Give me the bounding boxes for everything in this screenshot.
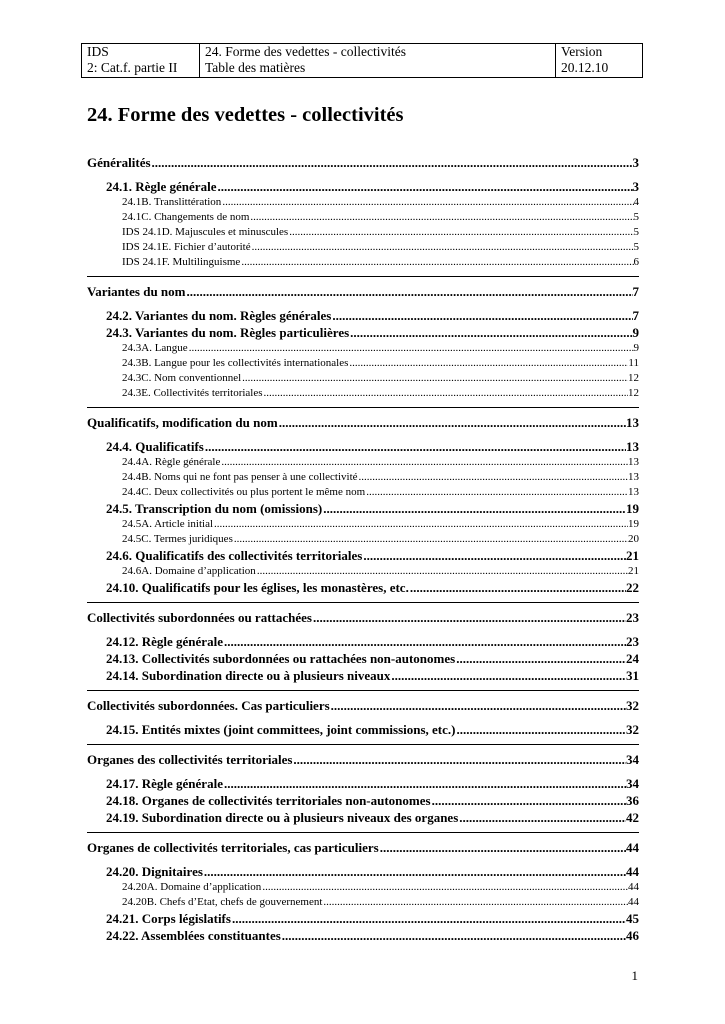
toc-entry-label: IDS 24.1E. Fichier d’autorité bbox=[122, 241, 251, 253]
toc-entry-level3[interactable] bbox=[122, 255, 639, 270]
toc-entry-page: 34 bbox=[626, 776, 639, 791]
toc-entry-label: Variantes du nom bbox=[87, 284, 186, 299]
toc-entry-level1[interactable] bbox=[87, 407, 639, 431]
toc-entry-page: 20 bbox=[628, 533, 639, 545]
table-of-contents bbox=[87, 150, 639, 944]
toc-entry-level3[interactable] bbox=[122, 210, 639, 225]
toc-entry-page: 11 bbox=[628, 357, 639, 369]
toc-entry-page: 21 bbox=[626, 548, 639, 563]
dot-leader bbox=[349, 324, 632, 341]
toc-entry-level1[interactable] bbox=[87, 832, 639, 856]
toc-entry-label: 24.10. Qualificatifs pour les églises, les monastères, etc. bbox=[106, 580, 409, 595]
toc-entry-label: 24.3C. Nom conventionnel bbox=[122, 372, 242, 384]
page-number: 1 bbox=[631, 968, 638, 983]
dot-leader bbox=[331, 307, 632, 324]
toc-entry-level2[interactable] bbox=[106, 809, 639, 826]
header-part: 2: Cat.f. partie II bbox=[87, 60, 178, 75]
dot-leader bbox=[312, 609, 626, 626]
dot-leader bbox=[233, 532, 628, 547]
toc-entry-label: 24.1B. Translittération bbox=[122, 196, 222, 208]
toc-entry-page: 32 bbox=[626, 722, 639, 737]
toc-entry-page: 4 bbox=[633, 196, 639, 208]
dot-leader bbox=[390, 667, 626, 684]
header-version-date: 20.12.10 bbox=[561, 60, 609, 75]
toc-entry-label: Organes des collectivités territoriales bbox=[87, 752, 293, 767]
toc-entry-level3[interactable] bbox=[122, 195, 639, 210]
toc-entry-label: Qualificatifs, modification du nom bbox=[87, 415, 278, 430]
toc-entry-label: 24.4C. Deux collectivités ou plus portent le même nom bbox=[122, 486, 366, 498]
header-table bbox=[81, 43, 643, 78]
toc-entry-label: 24.5A. Article initial bbox=[122, 518, 214, 530]
dot-leader bbox=[379, 839, 626, 856]
toc-entry-level3[interactable] bbox=[122, 371, 639, 386]
dot-leader bbox=[151, 154, 633, 171]
toc-entry-page: 7 bbox=[632, 284, 639, 299]
dot-leader bbox=[251, 240, 634, 255]
header-version-label: Version bbox=[561, 44, 603, 59]
dot-leader bbox=[409, 579, 626, 596]
toc-entry-page: 42 bbox=[626, 810, 639, 825]
toc-entry-label: Généralités bbox=[87, 155, 151, 170]
toc-entry-label: Collectivités subordonnées. Cas particuliers bbox=[87, 698, 330, 713]
toc-entry-level3[interactable] bbox=[122, 341, 639, 356]
toc-entry-level1[interactable] bbox=[87, 744, 639, 768]
toc-entry-level2[interactable] bbox=[106, 324, 639, 341]
toc-entry-level3[interactable] bbox=[122, 532, 639, 547]
dot-leader bbox=[261, 880, 628, 895]
toc-entry-label: 24.13. Collectivités subordonnées ou rattachées non-autonomes bbox=[106, 651, 456, 666]
toc-entry-label: 24.2. Variantes du nom. Règles générales bbox=[106, 308, 332, 323]
document-title: 24. Forme des vedettes - collectivités bbox=[87, 104, 404, 126]
toc-entry-page: 13 bbox=[626, 415, 639, 430]
toc-entry-level1[interactable] bbox=[87, 154, 639, 171]
toc-entry-level3[interactable] bbox=[122, 517, 639, 532]
dot-leader bbox=[223, 775, 626, 792]
header-cell-catalog bbox=[82, 44, 200, 78]
toc-entry-page: 12 bbox=[628, 387, 639, 399]
dot-leader bbox=[365, 485, 628, 500]
toc-entry-label: 24.18. Organes de collectivités territoriales non-autonomes bbox=[106, 793, 431, 808]
dot-leader bbox=[223, 633, 626, 650]
toc-entry-label: 24.3. Variantes du nom. Règles particulières bbox=[106, 325, 350, 340]
toc-entry-label: Organes de collectivités territoriales, cas particuliers bbox=[87, 840, 379, 855]
toc-entry-level3[interactable] bbox=[122, 485, 639, 500]
toc-entry-page: 44 bbox=[628, 881, 639, 893]
toc-entry-label: 24.20. Dignitaires bbox=[106, 864, 203, 879]
header-cell-chapter bbox=[200, 44, 556, 78]
toc-entry-level3[interactable] bbox=[122, 240, 639, 255]
toc-entry-level2[interactable] bbox=[106, 178, 639, 195]
dot-leader bbox=[292, 751, 626, 768]
dot-leader bbox=[231, 910, 626, 927]
dot-leader bbox=[288, 225, 633, 240]
toc-entry-page: 13 bbox=[628, 471, 639, 483]
dot-leader bbox=[216, 178, 632, 195]
toc-entry-page: 31 bbox=[626, 668, 639, 683]
toc-entry-label: 24.5C. Termes juridiques bbox=[122, 533, 233, 545]
toc-entry-page: 13 bbox=[626, 439, 639, 454]
dot-leader bbox=[431, 792, 626, 809]
dot-leader bbox=[455, 721, 626, 738]
toc-entry-label: 24.4. Qualificatifs bbox=[106, 439, 204, 454]
header-ids: IDS bbox=[87, 44, 109, 59]
toc-entry-label: 24.6A. Domaine d’application bbox=[122, 565, 256, 577]
dot-leader bbox=[322, 500, 626, 517]
toc-entry-page: 24 bbox=[626, 651, 639, 666]
dot-leader bbox=[278, 414, 626, 431]
dot-leader bbox=[358, 470, 628, 485]
toc-entry-page: 19 bbox=[626, 501, 639, 516]
dot-leader bbox=[204, 438, 626, 455]
dot-leader bbox=[458, 809, 626, 826]
dot-leader bbox=[188, 341, 634, 356]
toc-entry-level1[interactable] bbox=[87, 276, 639, 300]
toc-entry-level2[interactable] bbox=[106, 438, 639, 455]
dot-leader bbox=[241, 371, 628, 386]
toc-entry-level3[interactable] bbox=[122, 470, 639, 485]
toc-entry-page: 22 bbox=[626, 580, 639, 595]
toc-entry-page: 21 bbox=[628, 565, 639, 577]
toc-entry-level3[interactable] bbox=[122, 225, 639, 240]
toc-entry-page: 32 bbox=[626, 698, 639, 713]
toc-entry-page: 3 bbox=[632, 155, 639, 170]
toc-entry-page: 45 bbox=[626, 911, 639, 926]
toc-entry-page: 12 bbox=[628, 372, 639, 384]
toc-entry-level2[interactable] bbox=[106, 927, 639, 944]
toc-entry-level2[interactable] bbox=[106, 721, 639, 738]
dot-leader bbox=[322, 895, 628, 910]
toc-entry-label: 24.20A. Domaine d’application bbox=[122, 881, 262, 893]
toc-entry-label: IDS 24.1D. Majuscules et minuscules bbox=[122, 226, 289, 238]
dot-leader bbox=[249, 210, 633, 225]
toc-entry-page: 44 bbox=[626, 840, 639, 855]
toc-entry-level2[interactable] bbox=[106, 650, 639, 667]
toc-entry-label: 24.6. Qualificatifs des collectivités territoriales bbox=[106, 548, 363, 563]
toc-entry-label: 24.15. Entités mixtes (joint committees, joint commissions, etc.) bbox=[106, 722, 456, 737]
toc-entry-page: 36 bbox=[626, 793, 639, 808]
dot-leader bbox=[240, 255, 633, 270]
toc-entry-page: 5 bbox=[633, 241, 639, 253]
toc-entry-page: 13 bbox=[628, 486, 639, 498]
toc-entry-level2[interactable] bbox=[106, 863, 639, 880]
dot-leader bbox=[220, 455, 628, 470]
toc-entry-level3[interactable] bbox=[122, 455, 639, 470]
toc-entry-label: 24.12. Règle générale bbox=[106, 634, 223, 649]
toc-entry-page: 6 bbox=[633, 256, 639, 268]
toc-entry-label: 24.5. Transcription du nom (omissions) bbox=[106, 501, 323, 516]
toc-entry-page: 44 bbox=[626, 864, 639, 879]
header-cell-version bbox=[556, 44, 643, 78]
toc-entry-page: 7 bbox=[632, 308, 639, 323]
dot-leader bbox=[221, 195, 633, 210]
toc-entry-label: 24.3B. Langue pour les collectivités internationales bbox=[122, 357, 349, 369]
dot-leader bbox=[213, 517, 628, 532]
toc-entry-label: 24.3E. Collectivités territoriales bbox=[122, 387, 263, 399]
dot-leader bbox=[281, 927, 626, 944]
toc-entry-level3[interactable] bbox=[122, 386, 639, 401]
toc-entry-level2[interactable] bbox=[106, 547, 639, 564]
toc-entry-page: 5 bbox=[633, 226, 639, 238]
toc-entry-level2[interactable] bbox=[106, 633, 639, 650]
toc-entry-label: 24.1. Règle générale bbox=[106, 179, 217, 194]
toc-entry-label: 24.14. Subordination directe ou à plusieurs niveaux bbox=[106, 668, 391, 683]
toc-entry-level3[interactable] bbox=[122, 564, 639, 579]
toc-entry-label: IDS 24.1F. Multilinguisme bbox=[122, 256, 241, 268]
toc-entry-label: 24.4B. Noms qui ne font pas penser à une collectivité bbox=[122, 471, 358, 483]
toc-entry-level3[interactable] bbox=[122, 895, 639, 910]
toc-entry-level3[interactable] bbox=[122, 356, 639, 371]
toc-entry-page: 3 bbox=[632, 179, 639, 194]
toc-entry-level2[interactable] bbox=[106, 307, 639, 324]
toc-entry-page: 19 bbox=[628, 518, 639, 530]
dot-leader bbox=[348, 356, 628, 371]
dot-leader bbox=[362, 547, 626, 564]
toc-entry-page: 5 bbox=[633, 211, 639, 223]
toc-entry-label: 24.4A. Règle générale bbox=[122, 456, 221, 468]
toc-entry-page: 44 bbox=[628, 896, 639, 908]
toc-entry-page: 46 bbox=[626, 928, 639, 943]
toc-entry-label: 24.3A. Langue bbox=[122, 342, 188, 354]
toc-entry-page: 9 bbox=[632, 325, 639, 340]
toc-entry-level3[interactable] bbox=[122, 880, 639, 895]
dot-leader bbox=[185, 283, 632, 300]
toc-entry-page: 23 bbox=[626, 610, 639, 625]
header-chapter-title: 24. Forme des vedettes - collectivités bbox=[205, 44, 406, 59]
toc-entry-level1[interactable] bbox=[87, 690, 639, 714]
toc-entry-level2[interactable] bbox=[106, 667, 639, 684]
toc-entry-level2[interactable] bbox=[106, 500, 639, 517]
toc-entry-label: 24.20B. Chefs d’Etat, chefs de gouvernement bbox=[122, 896, 323, 908]
toc-entry-label: 24.21. Corps législatifs bbox=[106, 911, 231, 926]
toc-entry-label: Collectivités subordonnées ou rattachées bbox=[87, 610, 312, 625]
toc-entry-level1[interactable] bbox=[87, 602, 639, 626]
dot-leader bbox=[455, 650, 626, 667]
header-section: Table des matières bbox=[205, 60, 306, 75]
toc-entry-page: 34 bbox=[626, 752, 639, 767]
toc-entry-label: 24.19. Subordination directe ou à plusieurs niveaux des organes bbox=[106, 810, 459, 825]
toc-entry-page: 9 bbox=[633, 342, 639, 354]
dot-leader bbox=[263, 386, 628, 401]
dot-leader bbox=[203, 863, 626, 880]
toc-entry-level2[interactable] bbox=[106, 579, 639, 596]
toc-entry-label: 24.17. Règle générale bbox=[106, 776, 223, 791]
toc-entry-level2[interactable] bbox=[106, 792, 639, 809]
toc-entry-page: 13 bbox=[628, 456, 639, 468]
toc-entry-label: 24.1C. Changements de nom bbox=[122, 211, 250, 223]
dot-leader bbox=[330, 697, 626, 714]
toc-entry-label: 24.22. Assemblées constituantes bbox=[106, 928, 281, 943]
toc-entry-level2[interactable] bbox=[106, 775, 639, 792]
toc-entry-level2[interactable] bbox=[106, 910, 639, 927]
dot-leader bbox=[256, 564, 628, 579]
toc-entry-page: 23 bbox=[626, 634, 639, 649]
